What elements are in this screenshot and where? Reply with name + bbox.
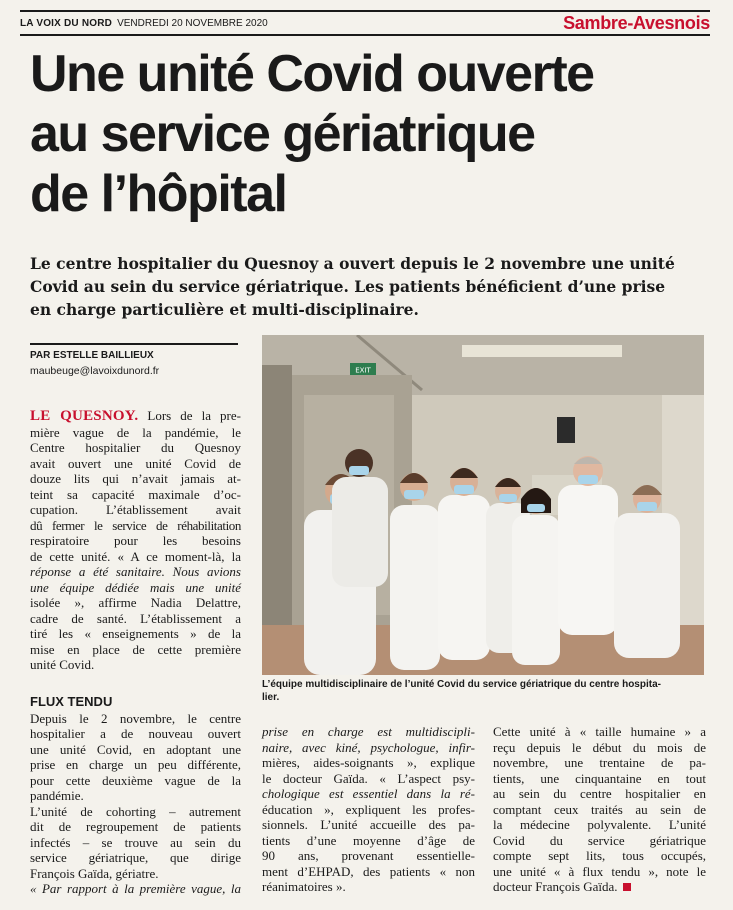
paper-name: LA VOIX DU NORD [20, 17, 113, 29]
byline-author: PAR ESTELLE BAILLIEUX [30, 350, 154, 361]
body-line: isolée », affirme Nadia Delattre, [30, 595, 241, 610]
caption-line: L’équipe multidisciplinaire de l’unité Covid du service gériatrique du centre hospita- [262, 679, 661, 690]
body-line: tiré les « enseignements » de la [30, 626, 241, 641]
body-line: sionnels. L’unité accueille des pa- [262, 817, 475, 832]
exit-sign-text: EXIT [355, 366, 371, 375]
headline-line: au service gériatrique [30, 105, 535, 163]
body-line: une équipe dédiée mais une unité [30, 579, 241, 595]
team-photo-illustration [262, 335, 704, 675]
body-line: Covid du service gériatrique [493, 832, 706, 848]
body-line: réponse a été sanitaire. Nous avions [30, 564, 241, 579]
staff-member [438, 468, 490, 660]
body-line: François Gaïda, gériatre. [30, 865, 159, 881]
body-line: le docteur Gaïda. « L’aspect psy- [262, 770, 475, 786]
body-line: Cette unité à « taille humaine » a [493, 724, 706, 739]
body-line: teint sa capacité maximale d’oc- [30, 486, 241, 502]
body-line: service gériatrique, que dirige [30, 850, 241, 865]
body-line: novembre, une trentaine de pa- [493, 755, 706, 770]
body-line: pour cette deuxième vague de la [30, 772, 241, 788]
caption-line: lier. [262, 692, 280, 703]
dateline: LE QUESNOY. [30, 408, 139, 424]
body-line [30, 408, 241, 425]
body-line: réanimatoires ». [262, 879, 346, 894]
standfirst [30, 252, 710, 321]
headline-line: Une unité Covid ouverte [30, 45, 594, 103]
body-line: tients, une cinquantaine en tout [493, 770, 706, 786]
masthead-left [20, 18, 268, 29]
body-line: de cette unité. « A ce moment-là, la [30, 548, 241, 564]
body-line: Centre hospitalier du Quesnoy [30, 440, 241, 455]
body-line: ment d’EHPAD, des patients « non [262, 863, 475, 879]
body-line: une unité Covid, en adoptant une [30, 741, 241, 757]
body-line: reçu depuis le début du mois de [493, 739, 706, 755]
end-of-article-mark [623, 883, 631, 891]
body-line: unité Covid. [30, 657, 95, 672]
body-line [493, 879, 706, 895]
article-column-1-continued [30, 694, 241, 897]
headline [30, 44, 710, 224]
body-line: chologique est essentiel dans la ré- [262, 786, 475, 801]
ceiling-light [462, 345, 622, 357]
body-line: une unité « à flux tendu », note le [493, 863, 706, 879]
body-line: avait ouvert une unité Covid de [30, 455, 241, 471]
body-line: prise en charge un peu différente, [30, 757, 241, 772]
body-line: naire, avec kiné, psychologue, infir- [262, 739, 475, 755]
standfirst-line: en charge particulière et multi-disciplinaire. [30, 300, 419, 319]
body-line: « Par rapport à la première vague, la [30, 881, 241, 896]
issue-date: VENDREDI 20 NOVEMBRE 2020 [117, 17, 268, 29]
section-name: Sambre-Avesnois [563, 12, 710, 33]
body-line: dit de regroupement de patients [30, 819, 241, 834]
body-line: prise en charge est multidiscipli- [262, 724, 475, 739]
headline-line: de l’hôpital [30, 165, 287, 223]
byline-email[interactable]: maubeuge@lavoixdunord.fr [30, 365, 160, 377]
standfirst-line: Covid au sein du service gériatrique. Les patients bénéficient d’une prise [30, 277, 666, 296]
team-photo [262, 335, 704, 675]
body-line: pandémie. [30, 788, 84, 803]
wall-speaker [557, 417, 575, 443]
body-line: éducation », expliquent les profes- [262, 801, 475, 817]
body-line: cupation. L’établissement avait [30, 502, 241, 517]
article-column-1 [30, 408, 241, 673]
body-line: compte sept lits, tous occupés, [493, 848, 706, 863]
body-line: mière vague de la pandémie, le [30, 424, 241, 440]
subhead: FLUX TENDU [30, 694, 113, 709]
standfirst-line: Le centre hospitalier du Quesnoy a ouvert depuis le 2 novembre une unité [30, 254, 675, 273]
body-line-text: Lors de la pre- [138, 408, 241, 423]
body-line: au sein du centre hospitalier en [493, 786, 706, 801]
article-column-3 [493, 724, 706, 895]
body-line: Depuis le 2 novembre, le centre [30, 710, 241, 726]
body-line: respiratoire pour les besoins [30, 533, 241, 548]
masthead [20, 10, 710, 36]
body-line: tients d’une moyenne d’âge de [262, 832, 475, 848]
body-line-text: docteur François Gaïda. [493, 879, 618, 894]
body-line: infectés – se trouve au sein du [30, 834, 241, 850]
photo-caption [262, 678, 708, 704]
body-line: hospitalier a de nouveau ouvert [30, 726, 241, 741]
body-line: douze lits qui n’avait jamais at- [30, 471, 241, 486]
article-column-2 [262, 724, 475, 895]
body-line: mières, aides-soignants », explique [262, 755, 475, 770]
body-line: la médecine polyvalente. L’unité [493, 817, 706, 832]
body-line: cadre de santé. L’établissement a [30, 610, 241, 626]
body-line: L’unité de cohorting – autrement [30, 803, 241, 819]
byline-rule [30, 343, 238, 345]
body-line: dû fermer le service de réhabilitation [30, 517, 241, 533]
body-line: mise en place de cette première [30, 641, 241, 657]
body-line: comptant ceux traités au sein de [493, 801, 706, 817]
body-line: 90 ans, provenant essentielle- [262, 848, 475, 863]
